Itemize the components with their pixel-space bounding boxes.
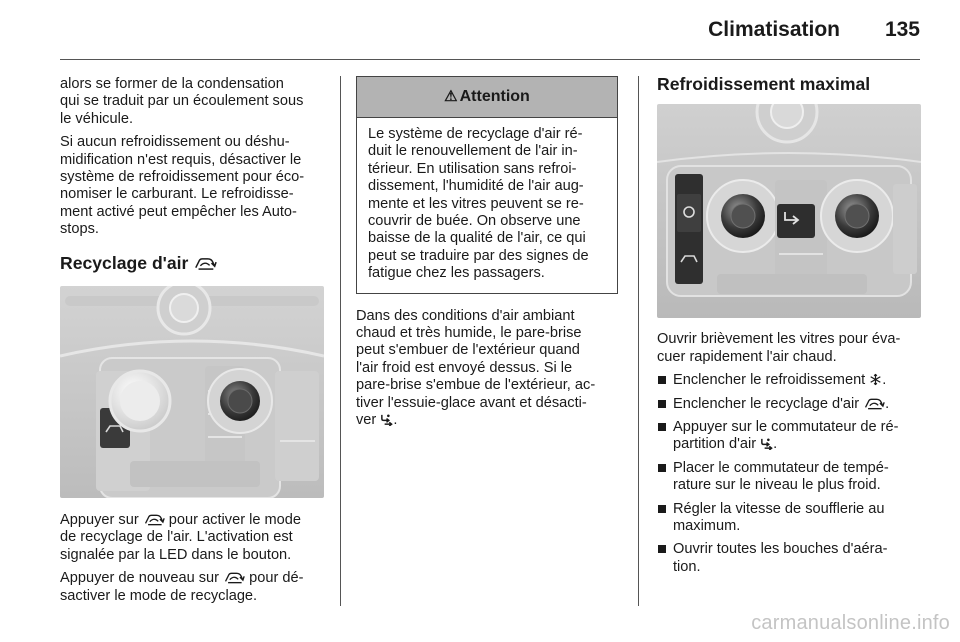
text-line: ver (356, 412, 381, 429)
column-1 (60, 76, 324, 605)
text-line: Appuyer sur (60, 512, 143, 529)
section-heading-recirculation (60, 252, 324, 273)
attention-header (357, 77, 617, 118)
text-line: Si aucun refroidissement ou déshu- (60, 134, 290, 151)
section-heading-max-cooling: Refroidissement maximal (657, 74, 871, 94)
text-line: stops. (60, 221, 99, 238)
text-line: rature sur le niveau le plus froid. (673, 477, 881, 494)
recirculation-icon (143, 514, 165, 526)
climate-panel-photo-max-cooling (657, 104, 921, 318)
text-line: couvrir de buée. On observe une (368, 213, 581, 230)
text-line: térieur. En utilisation sans refroi- (368, 160, 577, 177)
text-line: nomiser le carburant. Le refroidisse- (60, 186, 294, 203)
paragraph-disable-cooling (60, 134, 324, 238)
text-line: tion. (673, 558, 701, 575)
paragraph-activate-recirculation (60, 512, 324, 564)
attention-label: Attention (459, 88, 530, 106)
air-distribution-icon (760, 437, 773, 450)
max-cooling-steps-list (657, 372, 921, 576)
list-item (657, 501, 921, 536)
warning-triangle-icon: ⚠ (444, 88, 458, 106)
text-line: cuer rapidement l'air chaud. (657, 348, 837, 365)
text-line: de recyclage de l'air. L'activation est (60, 529, 293, 546)
text-line: maximum. (673, 518, 741, 535)
text-line: peut s'embuer de l'extérieur quand (356, 342, 580, 359)
text-line: pare-brise s'embue de l'extérieur, ac- (356, 377, 596, 394)
text-line: duit le renouvellement de l'air in- (368, 143, 578, 160)
text-line: l'air froid est envoyé dessus. Si le (356, 359, 573, 376)
text-line: signalée par la LED dans le bouton. (60, 546, 292, 563)
snowflake-icon (869, 373, 882, 386)
text-line: . (773, 436, 778, 453)
text-line: Régler la vitesse de soufflerie au (673, 500, 885, 517)
column-divider (340, 76, 341, 606)
text-line: le véhicule. (60, 110, 134, 127)
recirculation-icon (223, 572, 245, 584)
paragraph-condensation (60, 76, 324, 128)
air-distribution-icon (380, 413, 393, 426)
climate-panel-photo-recirculation (60, 286, 324, 498)
text-line: Ouvrir brièvement les vitres pour éva- (657, 331, 901, 348)
text-line: sactiver le mode de recyclage. (60, 587, 258, 604)
text-line: pour activer le mode (164, 512, 302, 529)
text-line: fatigue chez les passagers. (368, 265, 545, 282)
text-line: alors se former de la condensation (60, 76, 284, 92)
paragraph-open-windows (657, 331, 921, 366)
header-rule (60, 59, 920, 60)
text-line: Appuyer de nouveau sur (60, 570, 224, 587)
text-line: Appuyer sur le commutateur de ré- (673, 419, 899, 436)
text-line: pour dé- (245, 570, 304, 587)
text-line: baisse de la qualité de l'air, ce qui (368, 230, 586, 247)
text-line: mente et les vitres peuvent se re- (368, 195, 584, 212)
column-divider (638, 76, 639, 606)
text-line: tiver l'essuie-glace avant et désacti- (356, 394, 587, 411)
column-3 (657, 76, 921, 576)
text-line: Enclencher le refroidissement (673, 372, 870, 389)
attention-text (368, 126, 609, 283)
list-item (657, 419, 921, 454)
list-item (657, 460, 921, 495)
page-header-title: Climatisation (708, 18, 840, 41)
text-line: chaud et très humide, le pare-brise (356, 325, 582, 342)
text-line: . (393, 412, 398, 429)
paragraph-deactivate-recirculation (60, 570, 324, 605)
list-item (657, 396, 921, 413)
text-line: qui se traduit par un écoulement sous (60, 93, 304, 110)
recirculation-icon (193, 257, 217, 271)
text-line: partition d'air (673, 436, 761, 453)
attention-body (357, 118, 617, 293)
recirculation-icon (863, 398, 885, 410)
text-line: Enclencher le recyclage d'air (673, 395, 864, 412)
page-number: 135 (884, 18, 920, 41)
list-item (657, 541, 921, 576)
list-item (657, 372, 921, 389)
text-line: midification n'est requis, désactiver le (60, 151, 302, 168)
text-line: . (885, 395, 890, 412)
text-line: système de refroidissement pour éco- (60, 169, 305, 186)
text-line: Dans des conditions d'air ambiant (356, 307, 575, 324)
text-line: dissement, l'humidité de l'air aug- (368, 178, 584, 195)
text-line: Le système de recyclage d'air ré- (368, 126, 583, 142)
text-line: Ouvrir toutes les bouches d'aéra- (673, 541, 888, 558)
attention-box (356, 76, 618, 294)
watermark: carmanualsonline.info (751, 612, 950, 634)
column-2 (356, 76, 622, 430)
text-line: . (882, 372, 887, 389)
text-line: peut se traduire par des signes de (368, 247, 589, 264)
text-line: ment activé peut empêcher les Auto- (60, 203, 297, 220)
heading-text: Recyclage d'air (60, 252, 189, 273)
paragraph-windscreen-fogging (356, 308, 622, 430)
text-line: Placer le commutateur de tempé- (673, 459, 889, 476)
